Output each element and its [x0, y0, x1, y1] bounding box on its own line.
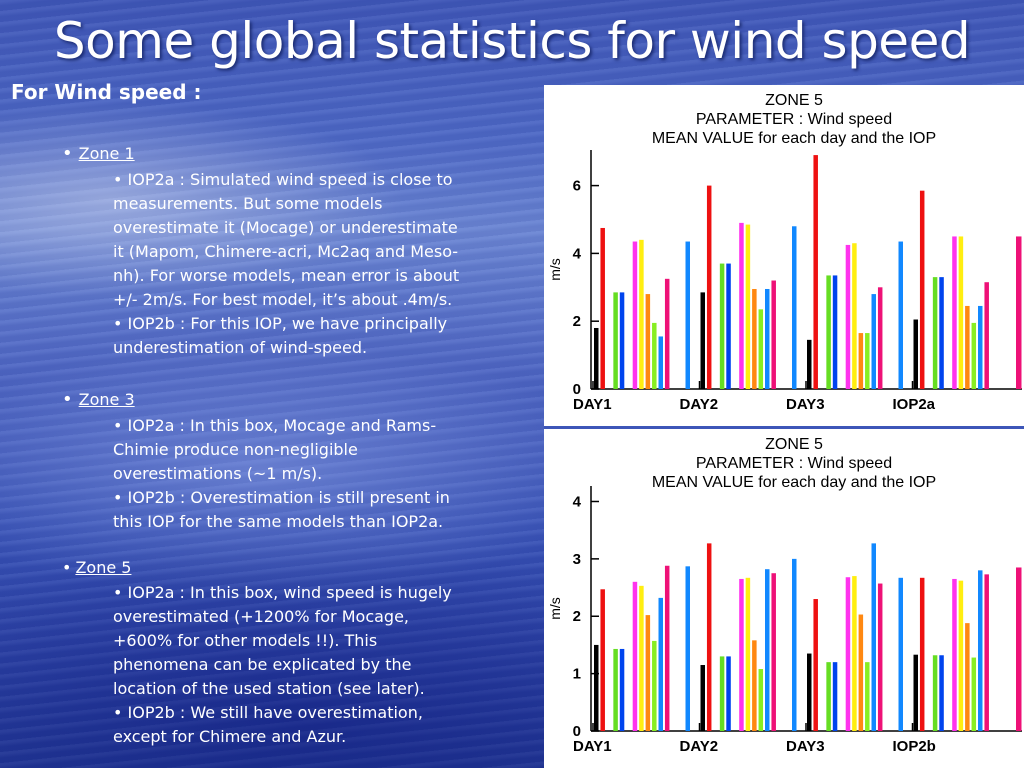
- bar: [686, 566, 691, 731]
- section-subtitle: For Wind speed :: [11, 80, 202, 104]
- x-tick-label: DAY1: [573, 738, 612, 755]
- bar: [813, 155, 818, 389]
- y-tick-label: 4: [572, 493, 581, 511]
- text-line: • IOP2b : For this IOP, we have principally: [113, 314, 448, 333]
- text-line: except for Chimere and Azur.: [113, 727, 347, 746]
- text-line: it (Mapom, Chimere-acri, Mc2aq and Meso-: [113, 242, 459, 261]
- x-tick-label: IOP2b: [892, 738, 936, 755]
- bar: [833, 662, 838, 731]
- bar: [833, 275, 838, 389]
- zone1-link[interactable]: Zone 1: [78, 144, 135, 163]
- text-line: underestimation of wind-speed.: [113, 338, 368, 357]
- bar: [701, 665, 706, 731]
- bullet-icon: •: [62, 389, 73, 410]
- bar: [707, 186, 712, 389]
- bar: [859, 333, 864, 389]
- bar: [952, 236, 957, 389]
- bar: [899, 578, 904, 731]
- wind-speed-chart-iop2a: [544, 85, 1024, 426]
- bar: [865, 333, 870, 389]
- bar: [792, 226, 797, 389]
- bar: [984, 282, 989, 389]
- wind-speed-chart-iop2b: [544, 429, 1024, 768]
- x-tick-label: DAY2: [679, 396, 719, 413]
- bullet-icon: •: [62, 558, 72, 577]
- bar: [600, 589, 605, 731]
- bar: [765, 569, 770, 731]
- bar: [846, 245, 851, 389]
- bar: [613, 292, 618, 389]
- bar: [613, 649, 618, 731]
- bar: [878, 584, 883, 731]
- y-tick-label: 2: [572, 608, 581, 626]
- bar: [865, 662, 870, 731]
- text-line: overestimated (+1200% for Mocage,: [113, 607, 409, 626]
- bar: [914, 320, 919, 389]
- bar: [594, 328, 599, 389]
- x-tick-label: DAY2: [679, 738, 719, 755]
- bar: [759, 669, 764, 731]
- bar: [765, 289, 770, 389]
- bar: [813, 599, 818, 731]
- bar: [726, 656, 731, 731]
- bar: [720, 656, 725, 731]
- x-tick-label: DAY3: [786, 738, 825, 755]
- bar: [807, 654, 812, 731]
- bar: [920, 191, 925, 389]
- bar: [872, 543, 877, 731]
- bar: [639, 586, 644, 731]
- bar: [646, 615, 651, 731]
- bar: [720, 264, 725, 389]
- zone3-text: [113, 414, 508, 534]
- chart-svg: [544, 429, 1024, 768]
- bar: [739, 223, 744, 389]
- y-tick-label: 0: [572, 381, 581, 398]
- bar: [771, 281, 776, 389]
- y-axis-label: m/s: [547, 258, 563, 281]
- y-tick-label: 2: [572, 313, 581, 331]
- bar: [978, 570, 983, 731]
- y-tick-label: 4: [572, 245, 581, 263]
- bar: [633, 242, 638, 389]
- bar: [872, 294, 877, 389]
- zone1-text: [113, 168, 508, 360]
- zone3-heading: [62, 389, 135, 410]
- bar: [826, 662, 831, 731]
- bar: [914, 655, 919, 731]
- text-line: • IOP2b : We still have overestimation,: [113, 703, 423, 722]
- text-line: • IOP2b : Overestimation is still present in: [113, 488, 450, 507]
- bar: [652, 323, 657, 389]
- bar: [620, 292, 625, 389]
- bar: [665, 566, 670, 731]
- bar: [920, 578, 925, 731]
- bar: [939, 277, 944, 389]
- slide-title: Some global statistics for wind speed: [53, 12, 971, 70]
- text-line: location of the used station (see later).: [113, 679, 425, 698]
- bar: [859, 615, 864, 731]
- zone5-text: [113, 581, 508, 749]
- bar: [852, 576, 857, 731]
- chart-title-line: ZONE 5: [765, 436, 823, 453]
- bar: [620, 649, 625, 731]
- chart-title-line: MEAN VALUE for each day and the IOP: [651, 130, 937, 147]
- bar: [965, 623, 970, 731]
- bar: [852, 243, 857, 389]
- bar: [726, 264, 731, 389]
- bar: [771, 573, 776, 731]
- bar: [639, 240, 644, 389]
- text-line: • IOP2a : In this box, Mocage and Rams-: [113, 416, 437, 435]
- bar: [826, 275, 831, 389]
- x-tick-label: DAY3: [786, 396, 825, 413]
- bar: [652, 641, 657, 731]
- bar: [600, 228, 605, 389]
- bar: [746, 578, 751, 731]
- bar: [746, 225, 751, 389]
- text-line: nh). For worse models, mean error is about: [113, 266, 460, 285]
- zone5-heading: [62, 558, 131, 577]
- text-line: overestimate it (Mocage) or underestimate: [113, 218, 458, 237]
- bar: [807, 340, 812, 389]
- bar: [965, 306, 970, 389]
- bar: [952, 579, 957, 731]
- y-axis-label: m/s: [547, 597, 563, 620]
- bar: [701, 292, 706, 389]
- bar: [978, 306, 983, 389]
- chart-title-line: MEAN VALUE for each day and the IOP: [651, 474, 937, 491]
- bar: [984, 574, 989, 731]
- text-line: overestimations (~1 m/s).: [113, 464, 323, 483]
- zone1-heading: [62, 143, 135, 164]
- bar: [686, 242, 691, 389]
- text-line: • IOP2a : In this box, wind speed is hugely: [113, 583, 452, 602]
- bar: [646, 294, 651, 389]
- bar: [933, 655, 938, 731]
- text-line: Chimie produce non-negligible: [113, 440, 358, 459]
- bar: [939, 655, 944, 731]
- chart-title-line: PARAMETER : Wind speed: [695, 455, 893, 472]
- bar: [594, 645, 599, 731]
- bar: [959, 236, 964, 389]
- y-tick-label: 6: [572, 177, 581, 195]
- y-tick-label: 3: [572, 550, 581, 568]
- bar: [659, 598, 664, 731]
- y-tick-label: 1: [572, 665, 581, 683]
- bar: [959, 581, 964, 731]
- bar: [633, 582, 638, 731]
- text-line: phenomena can be explicated by the: [113, 655, 412, 674]
- zone3-link[interactable]: Zone 3: [78, 390, 135, 409]
- bar: [752, 289, 757, 389]
- bar: [899, 242, 904, 389]
- zone5-link[interactable]: Zone 5: [75, 558, 132, 577]
- text-line: this IOP for the same models than IOP2a.: [113, 512, 444, 531]
- bar: [665, 279, 670, 389]
- y-tick-label: 0: [572, 723, 581, 740]
- text-line: +600% for other models !!). This: [113, 631, 378, 650]
- text-line: • IOP2a : Simulated wind speed is close to: [113, 170, 453, 189]
- bar: [739, 579, 744, 731]
- bar: [659, 336, 664, 389]
- bar: [752, 640, 757, 731]
- bar: [707, 543, 712, 731]
- bar: [759, 309, 764, 389]
- bullet-icon: •: [62, 143, 73, 164]
- bar: [972, 323, 977, 389]
- chart-title-line: ZONE 5: [765, 92, 823, 109]
- text-line: +/- 2m/s. For best model, it’s about .4m/s.: [113, 290, 453, 309]
- chart-title-line: PARAMETER : Wind speed: [695, 111, 893, 128]
- bar: [933, 277, 938, 389]
- bar: [846, 577, 851, 731]
- x-tick-label: DAY1: [573, 396, 612, 413]
- bar: [878, 287, 883, 389]
- text-line: measurements. But some models: [113, 194, 383, 213]
- bar: [792, 559, 797, 731]
- chart-svg: [544, 85, 1024, 426]
- bar: [972, 658, 977, 731]
- bar: [1016, 236, 1022, 389]
- x-tick-label: IOP2a: [892, 396, 936, 413]
- bar: [1016, 567, 1022, 731]
